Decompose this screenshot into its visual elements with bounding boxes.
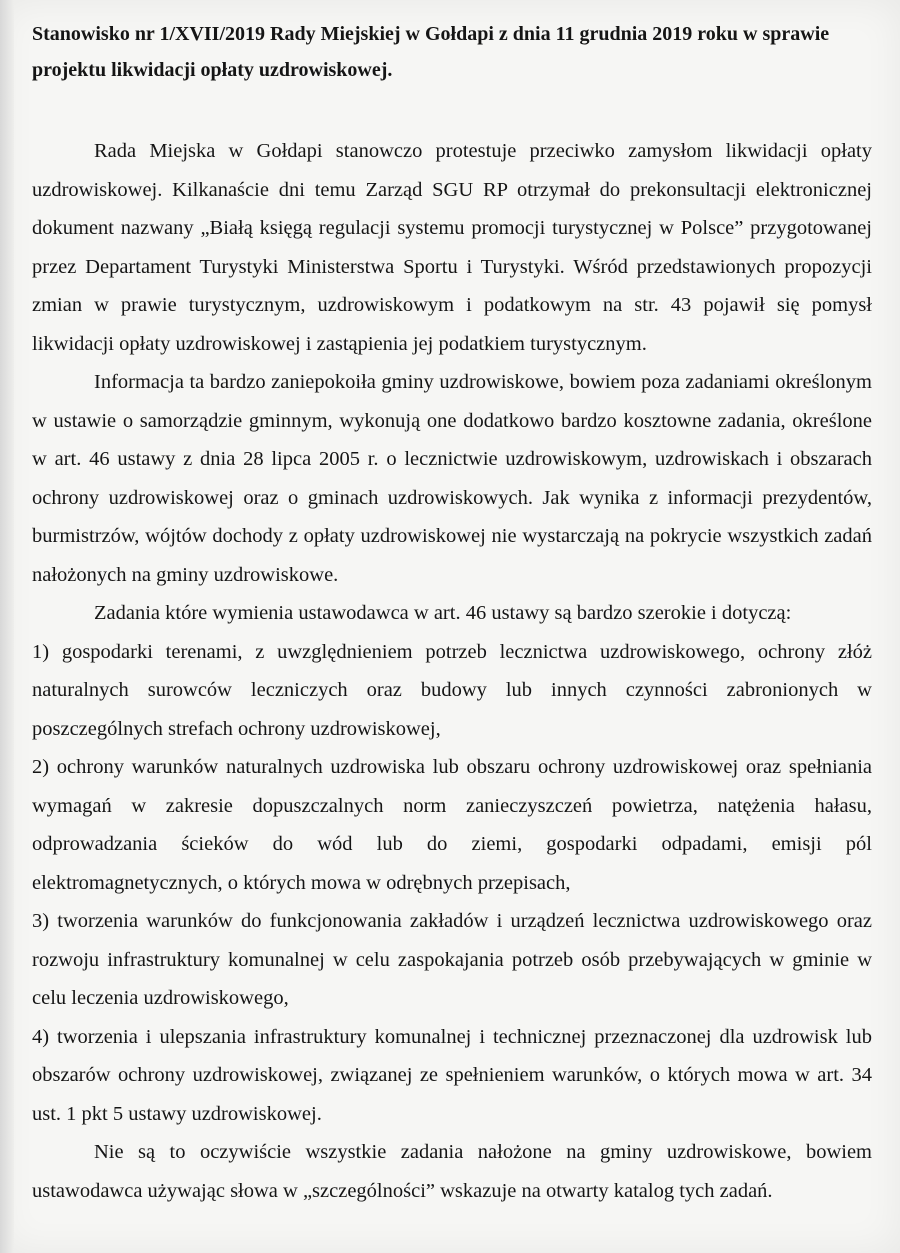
document-body	[32, 16, 872, 1210]
paragraph-closing: Nie są to oczywiście wszystkie zadania nałożone na gminy uzdrowiskowe, bowiem ustawodawca używając słowa w „szczególności” wskazuje na otwarty katalog tych zadań.	[32, 1141, 872, 1202]
list-item: 4) tworzenia i ulepszania infrastruktury komunalnej i technicznej przeznaczonej dla uzdrowisk lub obszarów ochrony uzdrowiskowej, związanej ze spełnieniem warunków, o których mowa w art. 34 ust. 1 pkt 5 ustawy uzdrowiskowej.	[32, 1025, 872, 1125]
page-shadow-edge	[0, 0, 14, 1253]
document-title: Stanowisko nr 1/XVII/2019 Rady Miejskiej w Gołdapi z dnia 11 grudnia 2019 roku w sprawie projektu likwidacji opłaty uzdrowiskowej.	[32, 23, 830, 81]
paragraph-tasks-intro: Zadania które wymienia ustawodawca w art. 46 ustawy są bardzo szerokie i dotyczą:	[94, 602, 792, 624]
list-item: 2) ochrony warunków naturalnych uzdrowiska lub obszaru ochrony uzdrowiskowej oraz spełniania wymagań w zakresie dopuszczalnych norm zanieczyszczeń powietrza, natężenia hałasu, odprowadzania ścieków do wód lub do ziemi, gospodarki odpadami, emisji pól elektromagnetycznych, o których mowa w odrębnych przepisach,	[32, 756, 872, 894]
paragraph-concern: Informacja ta bardzo zaniepokoiła gminy uzdrowiskowe, bowiem poza zadaniami określonym w ustawie o samorządzie gminnym, wykonują one dodatkowo bardzo kosztowne zadania, określone w art. 46 ustawy z dnia 28 lipca 2005 r. o lecznictwie uzdrowiskowym, uzdrowiskach i obszarach ochrony uzdrowiskowej oraz o gminach uzdrowiskowych. Jak wynika z informacji prezydentów, burmistrzów, wójtów dochody z opłaty uzdrowiskowej nie wystarczają na pokrycie wszystkich zadań nałożonych na gminy uzdrowiskowe.	[32, 371, 872, 586]
paragraph-protest: Rada Miejska w Gołdapi stanowczo protestuje przeciwko zamysłom likwidacji opłaty uzdrowiskowej. Kilkanaście dni temu Zarząd SGU RP otrzymał do prekonsultacji elektronicznej dokument nazwany „Białą księgą regulacji systemu promocji turystycznej w Polsce” przygotowanej przez Departament Turystyki Ministerstwa Sportu i Turystyki. Wśród przedstawionych propozycji zmian w prawie turystycznym, uzdrowiskowym i podatkowym na str. 43 pojawił się pomysł likwidacji opłaty uzdrowiskowej i zastąpienia jej podatkiem turystycznym.	[32, 140, 872, 355]
list-item: 3) tworzenia warunków do funkcjonowania zakładów i urządzeń lecznictwa uzdrowiskowego oraz rozwoju infrastruktury komunalnej w celu zaspokajania potrzeb osób przebywających w gminie w celu leczenia uzdrowiskowego,	[32, 910, 872, 1009]
list-item: 1) gospodarki terenami, z uwzględnieniem potrzeb lecznictwa uzdrowiskowego, ochrony złóż naturalnych surowców leczniczych oraz budowy lub innych czynności zabronionych w poszczególnych strefach ochrony uzdrowiskowej,	[32, 640, 872, 740]
